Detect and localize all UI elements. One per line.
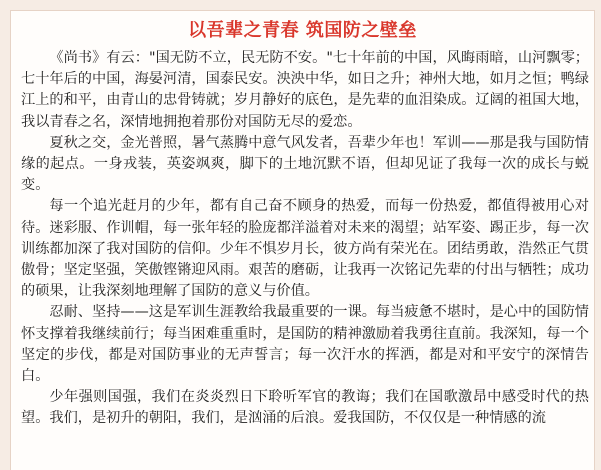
article-title: 以吾辈之青春 筑国防之壁垒 <box>188 20 417 41</box>
article-page <box>10 10 595 470</box>
article-paragraph: 忍耐、坚持——这是军训生涯教给我最重要的一课。每当疲惫不堪时，是心中的国防情怀支撑着我继续前行；每当困难重重时，是国防的精神激励着我勇往直前。我深知，每一个坚定的步伐，都是对国防事业的无声誓言；每一次汗水的挥洒，都是对和平安宁的深情告白。 <box>21 304 589 385</box>
article-paragraph: 夏秋之交，金光普照，暑气蒸腾中意气风发者，吾辈少年也！军训——那是我与国防情缘的起点。一身戎装，英姿飒爽，脚下的土地沉默不语，但却见证了我每一次的成长与蜕变。 <box>21 134 589 194</box>
article-paragraph: 每一个追光赶月的少年，都有自己奋不顾身的热爱，而每一份热爱，都值得被用心对待。迷彩服、作训帽，每一张年轻的脸庞都洋溢着对未来的渴望；站军姿、踢正步，每一次训练都加深了我对国防的信仰。少年不惧岁月长，彼方尚有荣光在。团结勇敢，浩然正气贯傲骨；坚定坚强，笑傲铿锵迎风雨。艰苦的磨砺，让我再一次铭记先辈的付出与牺牲；成功的硕果，让我深刻地理解了国防的意义与价值。 <box>21 198 589 300</box>
article-paragraph: 《尚书》有云："国无防不立，民无防不安。"七十年前的中国，风晦雨暗，山河飘零；七十年后的中国，海晏河清，国泰民安。泱泱中华，如日之升；神州大地，如月之恒；鸭绿江上的和平，由青山的忠骨铸就；岁月静好的底色，是先辈的血泪染成。辽阔的祖国大地，我以青春之名，深情地拥抱着那份对国防无尽的爱恋。 <box>21 50 589 130</box>
article-body <box>21 48 589 430</box>
article-paragraph: 少年强则国强，我们在炎炎烈日下聆听军官的教诲；我们在国歌激昂中感受时代的热望。我们，是初升的朝阳，我们，是汹涌的后浪。爱我国防，不仅仅是一种情感的流 <box>21 389 589 427</box>
